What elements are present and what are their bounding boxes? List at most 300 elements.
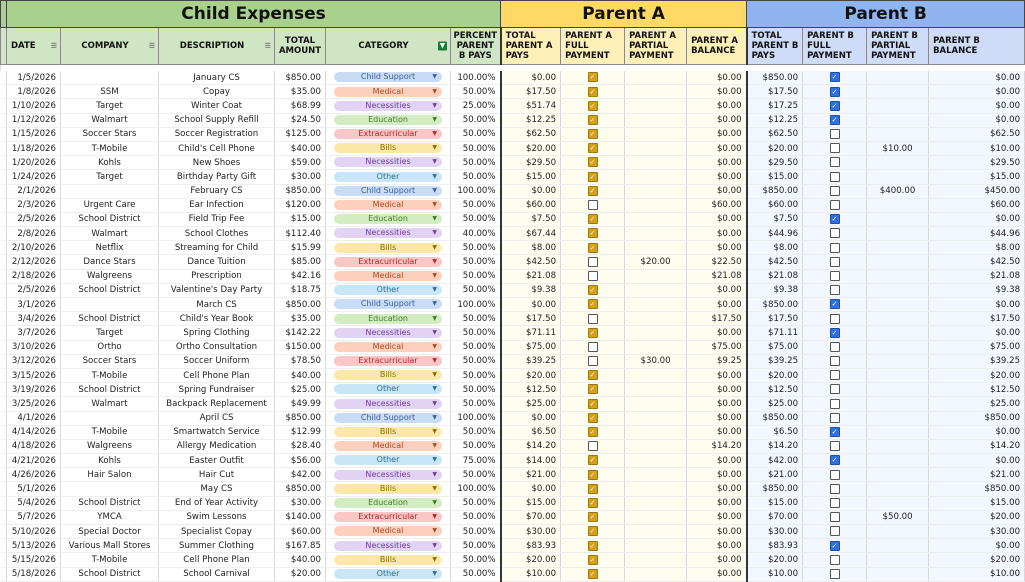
b-partial-payment-cell[interactable] — [867, 71, 929, 85]
description-cell[interactable]: Spring Fundraiser — [159, 383, 275, 397]
total-amount-cell[interactable]: $125.00 — [275, 127, 326, 141]
b-full-payment-cell[interactable] — [803, 567, 867, 581]
total-a-cell[interactable]: $0.00 — [501, 298, 561, 312]
company-cell[interactable]: Walgreens — [61, 269, 159, 283]
total-amount-cell[interactable]: $60.00 — [275, 525, 326, 539]
category-cell[interactable] — [326, 227, 451, 241]
b-balance-cell[interactable]: $29.50 — [929, 156, 1025, 170]
date-cell[interactable]: 3/4/2026 — [7, 312, 61, 326]
total-a-cell[interactable]: $20.00 — [501, 141, 561, 155]
b-full-payment-cell[interactable] — [803, 468, 867, 482]
total-amount-cell[interactable]: $40.00 — [275, 368, 326, 382]
a-balance-cell[interactable]: $60.00 — [687, 198, 747, 212]
total-b-cell[interactable]: $83.93 — [747, 539, 803, 553]
payment-checkbox[interactable] — [830, 228, 840, 238]
a-balance-cell[interactable]: $0.00 — [687, 496, 747, 510]
payment-checkbox[interactable] — [588, 285, 598, 295]
b-partial-payment-cell[interactable] — [867, 99, 929, 113]
payment-checkbox[interactable] — [588, 356, 598, 366]
total-amount-cell[interactable]: $18.75 — [275, 283, 326, 297]
total-b-cell[interactable]: $850.00 — [747, 298, 803, 312]
b-balance-cell[interactable]: $15.00 — [929, 170, 1025, 184]
payment-checkbox[interactable] — [588, 200, 598, 210]
description-cell[interactable]: March CS — [159, 298, 275, 312]
a-balance-cell[interactable]: $9.25 — [687, 354, 747, 368]
total-a-cell[interactable]: $7.50 — [501, 212, 561, 226]
a-balance-cell[interactable]: $0.00 — [687, 298, 747, 312]
category-chip[interactable] — [334, 356, 442, 366]
total-amount-cell[interactable]: $30.00 — [275, 170, 326, 184]
date-cell[interactable]: 5/18/2026 — [7, 567, 61, 581]
total-b-cell[interactable]: $14.20 — [747, 439, 803, 453]
total-a-cell[interactable]: $21.00 — [501, 468, 561, 482]
b-partial-payment-cell[interactable] — [867, 354, 929, 368]
date-cell[interactable]: 4/1/2026 — [7, 411, 61, 425]
dropdown-arrow-icon[interactable]: ▼ — [432, 357, 437, 365]
category-chip[interactable] — [334, 541, 442, 551]
b-partial-payment-cell[interactable] — [867, 312, 929, 326]
percent-b-cell[interactable]: 50.00% — [451, 368, 501, 382]
b-partial-payment-cell[interactable] — [867, 567, 929, 581]
date-cell[interactable]: 2/8/2026 — [7, 227, 61, 241]
total-a-cell[interactable]: $60.00 — [501, 198, 561, 212]
percent-b-cell[interactable]: 40.00% — [451, 227, 501, 241]
payment-checkbox[interactable] — [830, 356, 840, 366]
company-cell[interactable]: School District — [61, 496, 159, 510]
company-cell[interactable]: Dance Stars — [61, 255, 159, 269]
a-partial-payment-cell[interactable] — [625, 141, 687, 155]
company-cell[interactable] — [61, 482, 159, 496]
a-partial-payment-cell[interactable] — [625, 326, 687, 340]
payment-checkbox[interactable] — [588, 441, 598, 451]
a-full-payment-cell[interactable] — [561, 340, 625, 354]
b-full-payment-cell[interactable] — [803, 113, 867, 127]
b-partial-payment-cell[interactable] — [867, 198, 929, 212]
payment-checkbox[interactable] — [588, 413, 598, 423]
total-b-cell[interactable]: $42.50 — [747, 255, 803, 269]
a-balance-cell[interactable]: $0.00 — [687, 510, 747, 524]
company-cell[interactable]: Walgreens — [61, 439, 159, 453]
category-chip[interactable] — [334, 569, 442, 579]
header-date[interactable] — [7, 28, 61, 65]
category-cell[interactable] — [326, 454, 451, 468]
dropdown-arrow-icon[interactable]: ▼ — [432, 456, 437, 464]
a-full-payment-cell[interactable] — [561, 539, 625, 553]
a-balance-cell[interactable]: $0.00 — [687, 468, 747, 482]
description-cell[interactable]: Summer Clothing — [159, 539, 275, 553]
category-chip[interactable] — [334, 87, 442, 97]
total-amount-cell[interactable]: $42.16 — [275, 269, 326, 283]
b-full-payment-cell[interactable] — [803, 326, 867, 340]
header-total-amount[interactable] — [275, 28, 326, 65]
category-cell[interactable] — [326, 241, 451, 255]
total-amount-cell[interactable]: $35.00 — [275, 85, 326, 99]
payment-checkbox[interactable] — [588, 455, 598, 465]
description-cell[interactable]: Child's Cell Phone — [159, 141, 275, 155]
total-amount-cell[interactable]: $140.00 — [275, 510, 326, 524]
b-balance-cell[interactable]: $0.00 — [929, 85, 1025, 99]
header-b-partial[interactable] — [867, 28, 929, 65]
total-a-cell[interactable]: $39.25 — [501, 354, 561, 368]
payment-checkbox[interactable] — [588, 328, 598, 338]
description-cell[interactable]: Smartwatch Service — [159, 425, 275, 439]
a-partial-payment-cell[interactable] — [625, 184, 687, 198]
b-partial-payment-cell[interactable] — [867, 553, 929, 567]
description-cell[interactable]: Soccer Registration — [159, 127, 275, 141]
active-filter-icon[interactable]: ▼ — [439, 41, 446, 50]
a-full-payment-cell[interactable] — [561, 283, 625, 297]
payment-checkbox[interactable] — [830, 172, 840, 182]
b-partial-payment-cell[interactable] — [867, 496, 929, 510]
total-b-cell[interactable]: $850.00 — [747, 482, 803, 496]
a-full-payment-cell[interactable] — [561, 99, 625, 113]
company-cell[interactable]: YMCA — [61, 510, 159, 524]
payment-checkbox[interactable] — [588, 257, 598, 267]
dropdown-arrow-icon[interactable]: ▼ — [432, 428, 437, 436]
category-chip[interactable] — [334, 314, 442, 324]
a-balance-cell[interactable]: $0.00 — [687, 383, 747, 397]
total-amount-cell[interactable]: $59.00 — [275, 156, 326, 170]
category-chip[interactable] — [334, 455, 442, 465]
date-cell[interactable]: 2/5/2026 — [7, 283, 61, 297]
b-full-payment-cell[interactable] — [803, 553, 867, 567]
payment-checkbox[interactable] — [588, 157, 598, 167]
percent-b-cell[interactable]: 50.00% — [451, 283, 501, 297]
dropdown-arrow-icon[interactable]: ▼ — [432, 470, 437, 478]
payment-checkbox[interactable] — [588, 228, 598, 238]
total-b-cell[interactable]: $71.11 — [747, 326, 803, 340]
payment-checkbox[interactable] — [830, 87, 840, 97]
payment-checkbox[interactable] — [588, 498, 598, 508]
a-partial-payment-cell[interactable] — [625, 212, 687, 226]
a-full-payment-cell[interactable] — [561, 141, 625, 155]
percent-b-cell[interactable]: 50.00% — [451, 425, 501, 439]
description-cell[interactable]: New Shoes — [159, 156, 275, 170]
total-b-cell[interactable]: $12.25 — [747, 113, 803, 127]
description-cell[interactable]: Hair Cut — [159, 468, 275, 482]
a-partial-payment-cell[interactable] — [625, 99, 687, 113]
payment-checkbox[interactable] — [588, 214, 598, 224]
a-full-payment-cell[interactable] — [561, 71, 625, 85]
total-a-cell[interactable]: $0.00 — [501, 71, 561, 85]
total-amount-cell[interactable]: $40.00 — [275, 553, 326, 567]
category-chip[interactable] — [334, 200, 442, 210]
b-balance-cell[interactable]: $0.00 — [929, 539, 1025, 553]
payment-checkbox[interactable] — [588, 484, 598, 494]
dropdown-arrow-icon[interactable]: ▼ — [432, 130, 437, 138]
company-cell[interactable]: SSM — [61, 85, 159, 99]
a-partial-payment-cell[interactable] — [625, 525, 687, 539]
total-b-cell[interactable]: $17.25 — [747, 99, 803, 113]
payment-checkbox[interactable] — [588, 129, 598, 139]
company-cell[interactable]: Special Doctor — [61, 525, 159, 539]
company-cell[interactable]: Target — [61, 170, 159, 184]
date-cell[interactable]: 1/15/2026 — [7, 127, 61, 141]
total-b-cell[interactable]: $10.00 — [747, 567, 803, 581]
description-cell[interactable]: Winter Coat — [159, 99, 275, 113]
percent-b-cell[interactable]: 50.00% — [451, 156, 501, 170]
a-partial-payment-cell[interactable] — [625, 241, 687, 255]
percent-b-cell[interactable]: 50.00% — [451, 496, 501, 510]
payment-checkbox[interactable] — [588, 512, 598, 522]
category-cell[interactable] — [326, 525, 451, 539]
a-partial-payment-cell[interactable] — [625, 567, 687, 581]
a-partial-payment-cell[interactable] — [625, 454, 687, 468]
total-b-cell[interactable]: $29.50 — [747, 156, 803, 170]
category-chip[interactable] — [334, 157, 442, 167]
dropdown-arrow-icon[interactable]: ▼ — [432, 286, 437, 294]
dropdown-arrow-icon[interactable]: ▼ — [432, 73, 437, 81]
date-cell[interactable]: 5/10/2026 — [7, 525, 61, 539]
percent-b-cell[interactable]: 50.00% — [451, 567, 501, 581]
category-cell[interactable] — [326, 170, 451, 184]
dropdown-arrow-icon[interactable]: ▼ — [432, 442, 437, 450]
total-b-cell[interactable]: $20.00 — [747, 368, 803, 382]
a-balance-cell[interactable]: $0.00 — [687, 227, 747, 241]
b-full-payment-cell[interactable] — [803, 227, 867, 241]
percent-b-cell[interactable]: 50.00% — [451, 326, 501, 340]
b-partial-payment-cell[interactable]: $10.00 — [867, 141, 929, 155]
b-full-payment-cell[interactable] — [803, 496, 867, 510]
b-full-payment-cell[interactable] — [803, 99, 867, 113]
date-cell[interactable]: 5/13/2026 — [7, 539, 61, 553]
percent-b-cell[interactable]: 50.00% — [451, 241, 501, 255]
category-chip[interactable] — [334, 285, 442, 295]
payment-checkbox[interactable] — [830, 257, 840, 267]
header-percent-b[interactable] — [451, 28, 501, 65]
payment-checkbox[interactable] — [830, 470, 840, 480]
category-cell[interactable] — [326, 184, 451, 198]
percent-b-cell[interactable]: 50.00% — [451, 113, 501, 127]
b-partial-payment-cell[interactable] — [867, 425, 929, 439]
description-cell[interactable]: Dance Tuition — [159, 255, 275, 269]
b-full-payment-cell[interactable] — [803, 141, 867, 155]
total-b-cell[interactable]: $15.00 — [747, 170, 803, 184]
percent-b-cell[interactable]: 100.00% — [451, 298, 501, 312]
category-chip[interactable] — [334, 384, 442, 394]
payment-checkbox[interactable] — [830, 129, 840, 139]
a-balance-cell[interactable]: $0.00 — [687, 85, 747, 99]
a-partial-payment-cell[interactable]: $30.00 — [625, 354, 687, 368]
payment-checkbox[interactable] — [830, 243, 840, 253]
a-balance-cell[interactable]: $0.00 — [687, 141, 747, 155]
dropdown-arrow-icon[interactable]: ▼ — [432, 569, 437, 577]
b-full-payment-cell[interactable] — [803, 539, 867, 553]
a-full-payment-cell[interactable] — [561, 212, 625, 226]
total-amount-cell[interactable]: $85.00 — [275, 255, 326, 269]
company-cell[interactable]: Urgent Care — [61, 198, 159, 212]
b-balance-cell[interactable]: $0.00 — [929, 113, 1025, 127]
description-cell[interactable]: Allergy Medication — [159, 439, 275, 453]
category-chip[interactable] — [334, 427, 442, 437]
a-full-payment-cell[interactable] — [561, 113, 625, 127]
date-cell[interactable]: 4/14/2026 — [7, 425, 61, 439]
a-balance-cell[interactable]: $0.00 — [687, 326, 747, 340]
total-amount-cell[interactable]: $850.00 — [275, 411, 326, 425]
dropdown-arrow-icon[interactable]: ▼ — [432, 498, 437, 506]
company-cell[interactable] — [61, 298, 159, 312]
payment-checkbox[interactable] — [588, 243, 598, 253]
total-b-cell[interactable]: $30.00 — [747, 525, 803, 539]
b-full-payment-cell[interactable] — [803, 510, 867, 524]
total-a-cell[interactable]: $0.00 — [501, 411, 561, 425]
a-full-payment-cell[interactable] — [561, 510, 625, 524]
a-partial-payment-cell[interactable] — [625, 340, 687, 354]
company-cell[interactable]: Walmart — [61, 227, 159, 241]
a-full-payment-cell[interactable] — [561, 170, 625, 184]
description-cell[interactable]: Specialist Copay — [159, 525, 275, 539]
category-chip[interactable] — [334, 512, 442, 522]
b-partial-payment-cell[interactable] — [867, 368, 929, 382]
b-balance-cell[interactable]: $17.50 — [929, 312, 1025, 326]
a-partial-payment-cell[interactable] — [625, 439, 687, 453]
b-partial-payment-cell[interactable] — [867, 255, 929, 269]
header-b-balance[interactable] — [929, 28, 1025, 65]
dropdown-arrow-icon[interactable]: ▼ — [432, 328, 437, 336]
description-cell[interactable]: January CS — [159, 71, 275, 85]
total-amount-cell[interactable]: $112.40 — [275, 227, 326, 241]
percent-b-cell[interactable]: 50.00% — [451, 198, 501, 212]
a-balance-cell[interactable]: $75.00 — [687, 340, 747, 354]
category-cell[interactable] — [326, 212, 451, 226]
a-full-payment-cell[interactable] — [561, 553, 625, 567]
total-amount-cell[interactable]: $35.00 — [275, 312, 326, 326]
total-amount-cell[interactable]: $28.40 — [275, 439, 326, 453]
a-partial-payment-cell[interactable] — [625, 496, 687, 510]
total-a-cell[interactable]: $15.00 — [501, 496, 561, 510]
total-b-cell[interactable]: $850.00 — [747, 184, 803, 198]
payment-checkbox[interactable] — [830, 328, 840, 338]
date-cell[interactable]: 4/26/2026 — [7, 468, 61, 482]
a-full-payment-cell[interactable] — [561, 439, 625, 453]
percent-b-cell[interactable]: 50.00% — [451, 354, 501, 368]
description-cell[interactable]: Soccer Uniform — [159, 354, 275, 368]
b-full-payment-cell[interactable] — [803, 397, 867, 411]
total-b-cell[interactable]: $7.50 — [747, 212, 803, 226]
percent-b-cell[interactable]: 50.00% — [451, 525, 501, 539]
b-balance-cell[interactable]: $14.20 — [929, 439, 1025, 453]
b-partial-payment-cell[interactable] — [867, 127, 929, 141]
payment-checkbox[interactable] — [830, 526, 840, 536]
description-cell[interactable]: Cell Phone Plan — [159, 553, 275, 567]
total-b-cell[interactable]: $850.00 — [747, 411, 803, 425]
company-cell[interactable]: School District — [61, 567, 159, 581]
b-balance-cell[interactable]: $21.08 — [929, 269, 1025, 283]
date-cell[interactable]: 5/15/2026 — [7, 553, 61, 567]
a-balance-cell[interactable]: $0.00 — [687, 99, 747, 113]
a-balance-cell[interactable]: $0.00 — [687, 283, 747, 297]
description-cell[interactable]: Ortho Consultation — [159, 340, 275, 354]
b-partial-payment-cell[interactable] — [867, 539, 929, 553]
total-a-cell[interactable]: $62.50 — [501, 127, 561, 141]
date-cell[interactable]: 1/18/2026 — [7, 141, 61, 155]
b-partial-payment-cell[interactable] — [867, 482, 929, 496]
a-full-payment-cell[interactable] — [561, 184, 625, 198]
payment-checkbox[interactable] — [830, 370, 840, 380]
total-a-cell[interactable]: $20.00 — [501, 553, 561, 567]
category-cell[interactable] — [326, 383, 451, 397]
date-cell[interactable]: 3/10/2026 — [7, 340, 61, 354]
header-category[interactable] — [326, 28, 451, 65]
b-full-payment-cell[interactable] — [803, 184, 867, 198]
dropdown-arrow-icon[interactable]: ▼ — [432, 87, 437, 95]
total-b-cell[interactable]: $42.00 — [747, 454, 803, 468]
description-cell[interactable]: Swim Lessons — [159, 510, 275, 524]
header-total-a[interactable] — [501, 28, 561, 65]
date-cell[interactable]: 4/18/2026 — [7, 439, 61, 453]
description-cell[interactable]: May CS — [159, 482, 275, 496]
total-amount-cell[interactable]: $850.00 — [275, 71, 326, 85]
category-cell[interactable] — [326, 553, 451, 567]
payment-checkbox[interactable] — [588, 115, 598, 125]
b-full-payment-cell[interactable] — [803, 482, 867, 496]
company-cell[interactable]: Kohls — [61, 454, 159, 468]
company-cell[interactable]: Ortho — [61, 340, 159, 354]
b-full-payment-cell[interactable] — [803, 198, 867, 212]
a-partial-payment-cell[interactable]: $20.00 — [625, 255, 687, 269]
a-partial-payment-cell[interactable] — [625, 425, 687, 439]
date-cell[interactable]: 5/4/2026 — [7, 496, 61, 510]
a-full-payment-cell[interactable] — [561, 298, 625, 312]
company-cell[interactable]: School District — [61, 383, 159, 397]
header-b-full[interactable] — [803, 28, 867, 65]
a-balance-cell[interactable]: $0.00 — [687, 71, 747, 85]
b-partial-payment-cell[interactable]: $50.00 — [867, 510, 929, 524]
total-a-cell[interactable]: $83.93 — [501, 539, 561, 553]
a-balance-cell[interactable]: $0.00 — [687, 156, 747, 170]
total-a-cell[interactable]: $25.00 — [501, 397, 561, 411]
a-full-payment-cell[interactable] — [561, 567, 625, 581]
total-amount-cell[interactable]: $150.00 — [275, 340, 326, 354]
total-a-cell[interactable]: $17.50 — [501, 85, 561, 99]
description-cell[interactable]: Easter Outfit — [159, 454, 275, 468]
b-balance-cell[interactable]: $12.50 — [929, 383, 1025, 397]
total-amount-cell[interactable]: $49.99 — [275, 397, 326, 411]
payment-checkbox[interactable] — [830, 143, 840, 153]
dropdown-arrow-icon[interactable]: ▼ — [432, 413, 437, 421]
payment-checkbox[interactable] — [588, 526, 598, 536]
a-partial-payment-cell[interactable] — [625, 127, 687, 141]
company-cell[interactable]: Kohls — [61, 156, 159, 170]
description-cell[interactable]: School Clothes — [159, 227, 275, 241]
b-balance-cell[interactable]: $21.00 — [929, 468, 1025, 482]
total-b-cell[interactable]: $20.00 — [747, 141, 803, 155]
a-balance-cell[interactable]: $0.00 — [687, 368, 747, 382]
total-a-cell[interactable]: $17.50 — [501, 312, 561, 326]
b-partial-payment-cell[interactable] — [867, 298, 929, 312]
b-balance-cell[interactable]: $75.00 — [929, 340, 1025, 354]
dropdown-arrow-icon[interactable]: ▼ — [432, 342, 437, 350]
dropdown-arrow-icon[interactable]: ▼ — [432, 229, 437, 237]
category-cell[interactable] — [326, 283, 451, 297]
a-partial-payment-cell[interactable] — [625, 383, 687, 397]
a-balance-cell[interactable]: $0.00 — [687, 241, 747, 255]
payment-checkbox[interactable] — [830, 555, 840, 565]
payment-checkbox[interactable] — [830, 569, 840, 579]
dropdown-arrow-icon[interactable]: ▼ — [432, 371, 437, 379]
b-full-payment-cell[interactable] — [803, 212, 867, 226]
b-full-payment-cell[interactable] — [803, 156, 867, 170]
payment-checkbox[interactable] — [588, 569, 598, 579]
b-balance-cell[interactable]: $10.00 — [929, 567, 1025, 581]
dropdown-arrow-icon[interactable]: ▼ — [432, 257, 437, 265]
payment-checkbox[interactable] — [830, 115, 840, 125]
b-balance-cell[interactable]: $20.00 — [929, 510, 1025, 524]
a-full-payment-cell[interactable] — [561, 383, 625, 397]
date-cell[interactable]: 1/8/2026 — [7, 85, 61, 99]
a-balance-cell[interactable]: $0.00 — [687, 212, 747, 226]
total-a-cell[interactable]: $29.50 — [501, 156, 561, 170]
